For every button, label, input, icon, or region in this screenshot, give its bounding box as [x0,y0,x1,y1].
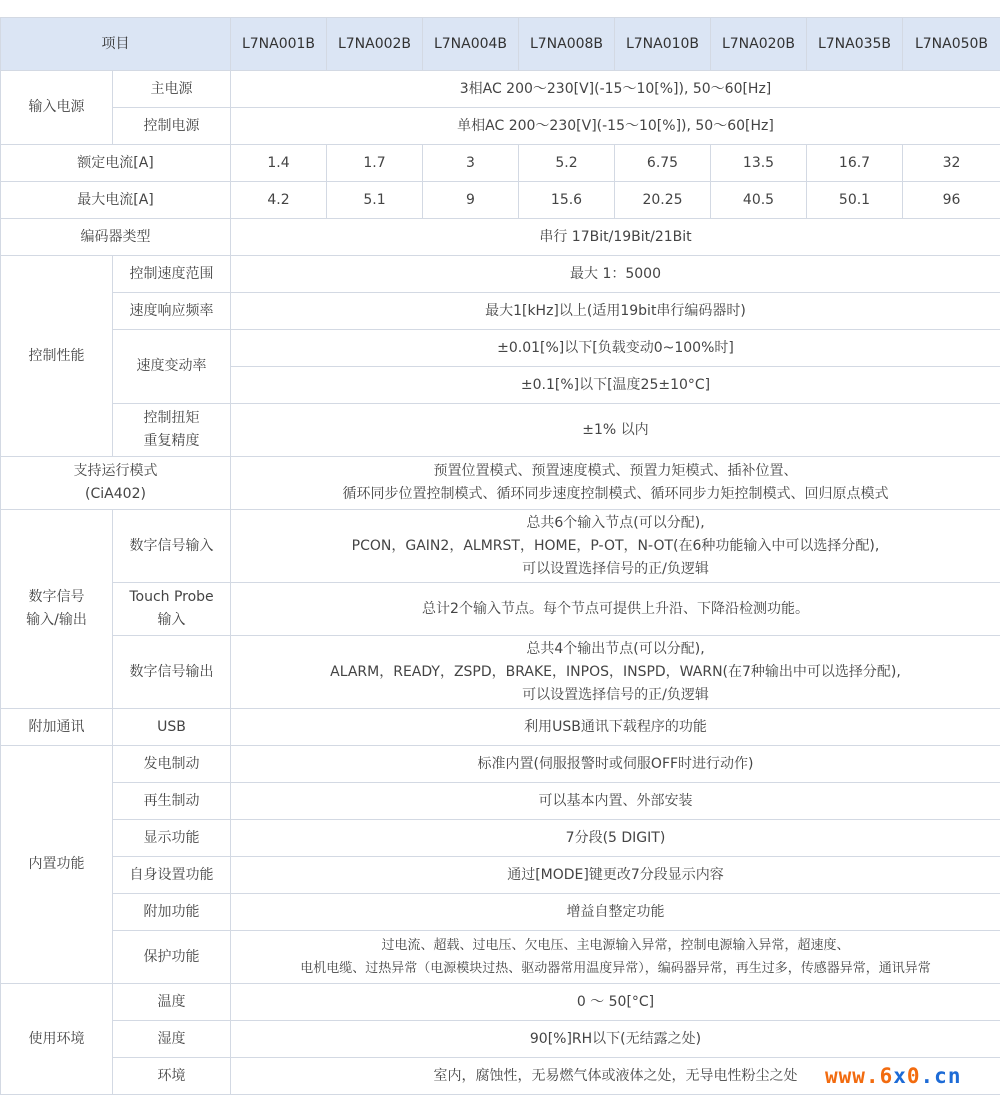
cell-value: 32 [903,145,1000,182]
site-watermark [825,1064,961,1088]
row-label [113,404,231,457]
table-row [1,583,1000,636]
value-line: 总共4个输出节点(可以分配), [526,640,705,657]
row-value: 串行 17Bit/19Bit/21Bit [231,219,1000,256]
table-row [1,931,1000,984]
table-row [1,293,1000,330]
row-label: 自身设置功能 [113,857,231,894]
row-value: ±0.1[%]以下[温度25±10°C] [231,367,1000,404]
model-header: L7NA001B [231,18,327,71]
row-label [113,583,231,636]
group-label: 输入电源 [1,71,113,145]
cell-value: 15.6 [519,182,615,219]
label-line: 重复精度 [143,433,200,449]
label-line: 输入 [157,612,186,628]
model-header: L7NA010B [615,18,711,71]
row-label: 额定电流[A] [1,145,231,182]
cell-value: 13.5 [711,145,807,182]
row-label [1,457,231,510]
cell-value: 20.25 [615,182,711,219]
row-label: 速度响应频率 [113,293,231,330]
spec-table [0,17,1000,1095]
table-row [1,783,1000,820]
row-value: 最大1[kHz]以上(适用19bit串行编码器时) [231,293,1000,330]
table-row [1,510,1000,583]
cell-value: 5.2 [519,145,615,182]
table-row [1,984,1000,1021]
cell-value: 5.1 [327,182,423,219]
table-row [1,182,1000,219]
cell-value: 1.4 [231,145,327,182]
group-label [1,510,113,709]
value-line: 可以设置选择信号的正/负逻辑 [522,686,709,703]
value-line: 预置位置模式、预置速度模式、预置力矩模式、插补位置、 [433,463,798,479]
table-row [1,746,1000,783]
row-value: 通过[MODE]键更改7分段显示内容 [231,857,1000,894]
cell-value: 16.7 [807,145,903,182]
row-value: ±0.01[%]以下[负载变动0~100%时] [231,330,1000,367]
table-row [1,857,1000,894]
row-value: 最大 1：5000 [231,256,1000,293]
row-value [231,931,1000,984]
row-label: 温度 [113,984,231,1021]
row-label: 控制速度范围 [113,256,231,293]
label-line: 支持运行模式 [73,463,158,479]
model-header: L7NA035B [807,18,903,71]
table-row [1,108,1000,145]
value-line: ALARM，READY，ZSPD，BRAKE，INPOS，INSPD，WARN(在7种输出中可以选择分配), [330,663,901,680]
row-value: 可以基本内置、外部安装 [231,783,1000,820]
table-row [1,820,1000,857]
model-header: L7NA020B [711,18,807,71]
label-line: 输入/输出 [26,612,87,628]
table-row [1,71,1000,108]
row-value: 利用USB通讯下载程序的功能 [231,709,1000,746]
row-label: 显示功能 [113,820,231,857]
cell-value: 1.7 [327,145,423,182]
watermark-part: www.6 [825,1064,894,1088]
row-label: 再生制动 [113,783,231,820]
cell-value: 3 [423,145,519,182]
value-line: 循环同步位置控制模式、循环同步速度控制模式、循环同步力矩控制模式、回归原点模式 [342,486,889,502]
row-value: 90[%]RH以下(无结露之处) [231,1021,1000,1058]
model-header: L7NA004B [423,18,519,71]
row-label: 发电制动 [113,746,231,783]
table-row [1,404,1000,457]
table-row [1,457,1000,510]
row-value: 单相AC 200～230[V](-15～10[%]), 50～60[Hz] [231,108,1000,145]
row-label: 速度变动率 [113,330,231,404]
row-label: 编码器类型 [1,219,231,256]
model-header: L7NA002B [327,18,423,71]
cell-value: 50.1 [807,182,903,219]
cell-value: 9 [423,182,519,219]
table-row [1,145,1000,182]
cell-value: 96 [903,182,1000,219]
label-line: 数字信号 [28,589,85,605]
row-label: 环境 [113,1058,231,1095]
table-row [1,709,1000,746]
label-line: 控制扭矩 [143,410,200,426]
watermark-part: x [893,1064,907,1088]
model-header: L7NA050B [903,18,1000,71]
row-value: 室内，腐蚀性，无易燃气体或液体之处，无导电性粉尘之处 [231,1058,1000,1095]
row-label: 附加功能 [113,894,231,931]
value-line: PCON，GAIN2，ALMRST，HOME，P-OT，N-OT(在6种功能输入中可以选择分配), [351,537,880,554]
row-value: 增益自整定功能 [231,894,1000,931]
table-row [1,256,1000,293]
table-row [1,1021,1000,1058]
row-value [231,510,1000,583]
value-line: 总共6个输入节点(可以分配), [526,514,705,531]
table-row [1,894,1000,931]
row-label: 主电源 [113,71,231,108]
row-value: 7分段(5 DIGIT) [231,820,1000,857]
cell-value: 4.2 [231,182,327,219]
row-value: 3相AC 200～230[V](-15～10[%]), 50～60[Hz] [231,71,1000,108]
row-label: 控制电源 [113,108,231,145]
watermark-part: 0 [906,1064,921,1088]
model-header: L7NA008B [519,18,615,71]
table-row [1,636,1000,709]
row-label: 数字信号输出 [113,636,231,709]
row-value: ±1% 以内 [231,404,1000,457]
header-item: 项目 [1,18,231,71]
group-label: 附加通讯 [1,709,113,746]
row-value: 0 ～ 50[°C] [231,984,1000,1021]
header-row [1,18,1000,71]
group-label: 内置功能 [1,746,113,984]
table-row [1,330,1000,367]
row-label: 湿度 [113,1021,231,1058]
group-label: 使用环境 [1,984,113,1095]
watermark-part: .cn [920,1064,962,1088]
value-line: 可以设置选择信号的正/负逻辑 [522,560,709,577]
row-value: 总计2个输入节点。每个节点可提供上升沿、下降沿检测功能。 [231,583,1000,636]
label-line: Touch Probe [129,589,214,605]
value-line: 电机电缆、过热异常（电源模块过热、驱动器常用温度异常），编码器异常，再生过多，传感器异常，通讯异常 [300,961,931,976]
table-row [1,219,1000,256]
row-label: USB [113,709,231,746]
label-line: (CiA402) [85,486,146,502]
row-value [231,457,1000,510]
value-line: 过电流、超载、过电压、欠电压、主电源输入异常，控制电源输入异常，超速度、 [381,938,850,953]
group-label: 控制性能 [1,256,113,457]
row-label: 最大电流[A] [1,182,231,219]
row-value [231,636,1000,709]
row-label: 保护功能 [113,931,231,984]
row-label: 数字信号输入 [113,510,231,583]
row-value: 标准内置(伺服报警时或伺服OFF时进行动作) [231,746,1000,783]
cell-value: 40.5 [711,182,807,219]
cell-value: 6.75 [615,145,711,182]
